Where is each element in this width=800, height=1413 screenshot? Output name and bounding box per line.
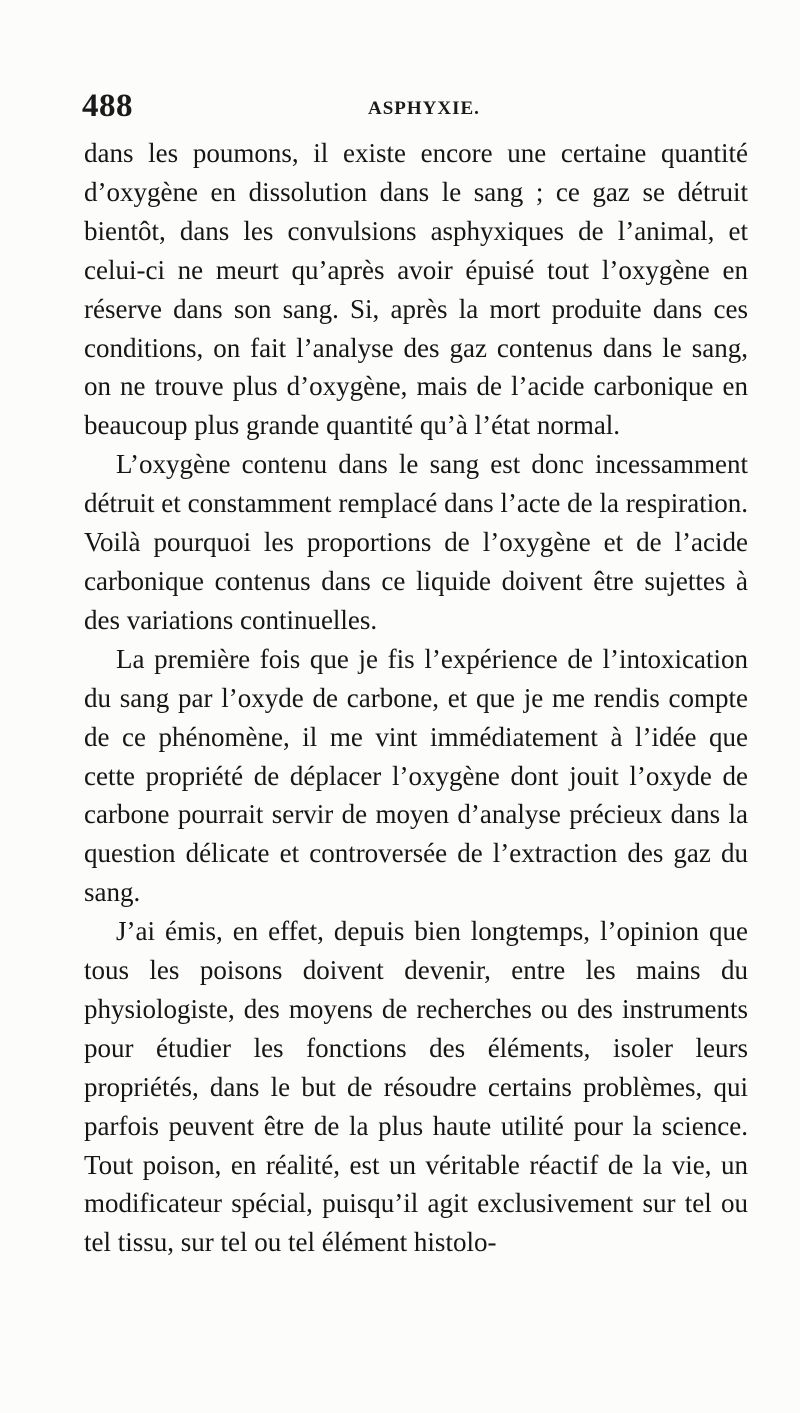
paragraph-poisons-as-reagents: J’ai émis, en effet, depuis bien longtemps, l’opinion que tous les poisons doivent devenir, entre les mains du physiologiste, des moyens de recherches ou des instruments pour étudier les fonctions des éléments, isoler leurs propriétés, dans le but de résoudre certains problèmes, qui parfois peuvent être de la plus haute utilité pour la science. Tout poison, en réalité, est un véritable réactif de la vie, un modificateur spécial, puisqu’il agit exclusivement sur tel ou tel tissu, sur tel ou tel élément histolo-	[84, 916, 748, 1258]
running-title: ASPHYXIE.	[368, 98, 480, 119]
paragraph-first-experiment: La première fois que je fis l’expérience de l’intoxication du sang par l’oxyde de carbone, et que je me rendis compte de ce phénomène, il me vint immédiatement à l’idée que cette propriété de déplacer l’oxygène dont jouit l’oxyde de carbone pourrait servir de moyen d’analyse précieux dans la question délicate et controversée de l’extraction des gaz du sang.	[84, 643, 748, 908]
paragraph-oxygen-destroyed: L’oxygène contenu dans le sang est donc incessamment détruit et constamment remplacé dans l’acte de la respiration. Voilà pourquoi les proportions de l’oxygène et de l’acide carbonique contenus dans ce liquide doivent être sujettes à des variations continuelles.	[84, 449, 748, 635]
page-number: 488	[82, 88, 133, 124]
page-header	[82, 86, 742, 126]
paragraph-continued: dans les poumons, il existe encore une certaine quantité d’oxygène en dissolution dans le sang ; ce gaz se détruit bientôt, dans les convulsions asphyxiques de l’animal, et celui-ci ne meurt qu’après avoir épuisé tout l’oxygène en réserve dans son sang. Si, après la mort produite dans ces conditions, on fait l’analyse des gaz contenus dans le sang, on ne trouve plus d’oxygène, mais de l’acide carbonique en beaucoup plus grande quantité qu’à l’état normal.	[84, 138, 748, 441]
body-text	[84, 134, 748, 1262]
